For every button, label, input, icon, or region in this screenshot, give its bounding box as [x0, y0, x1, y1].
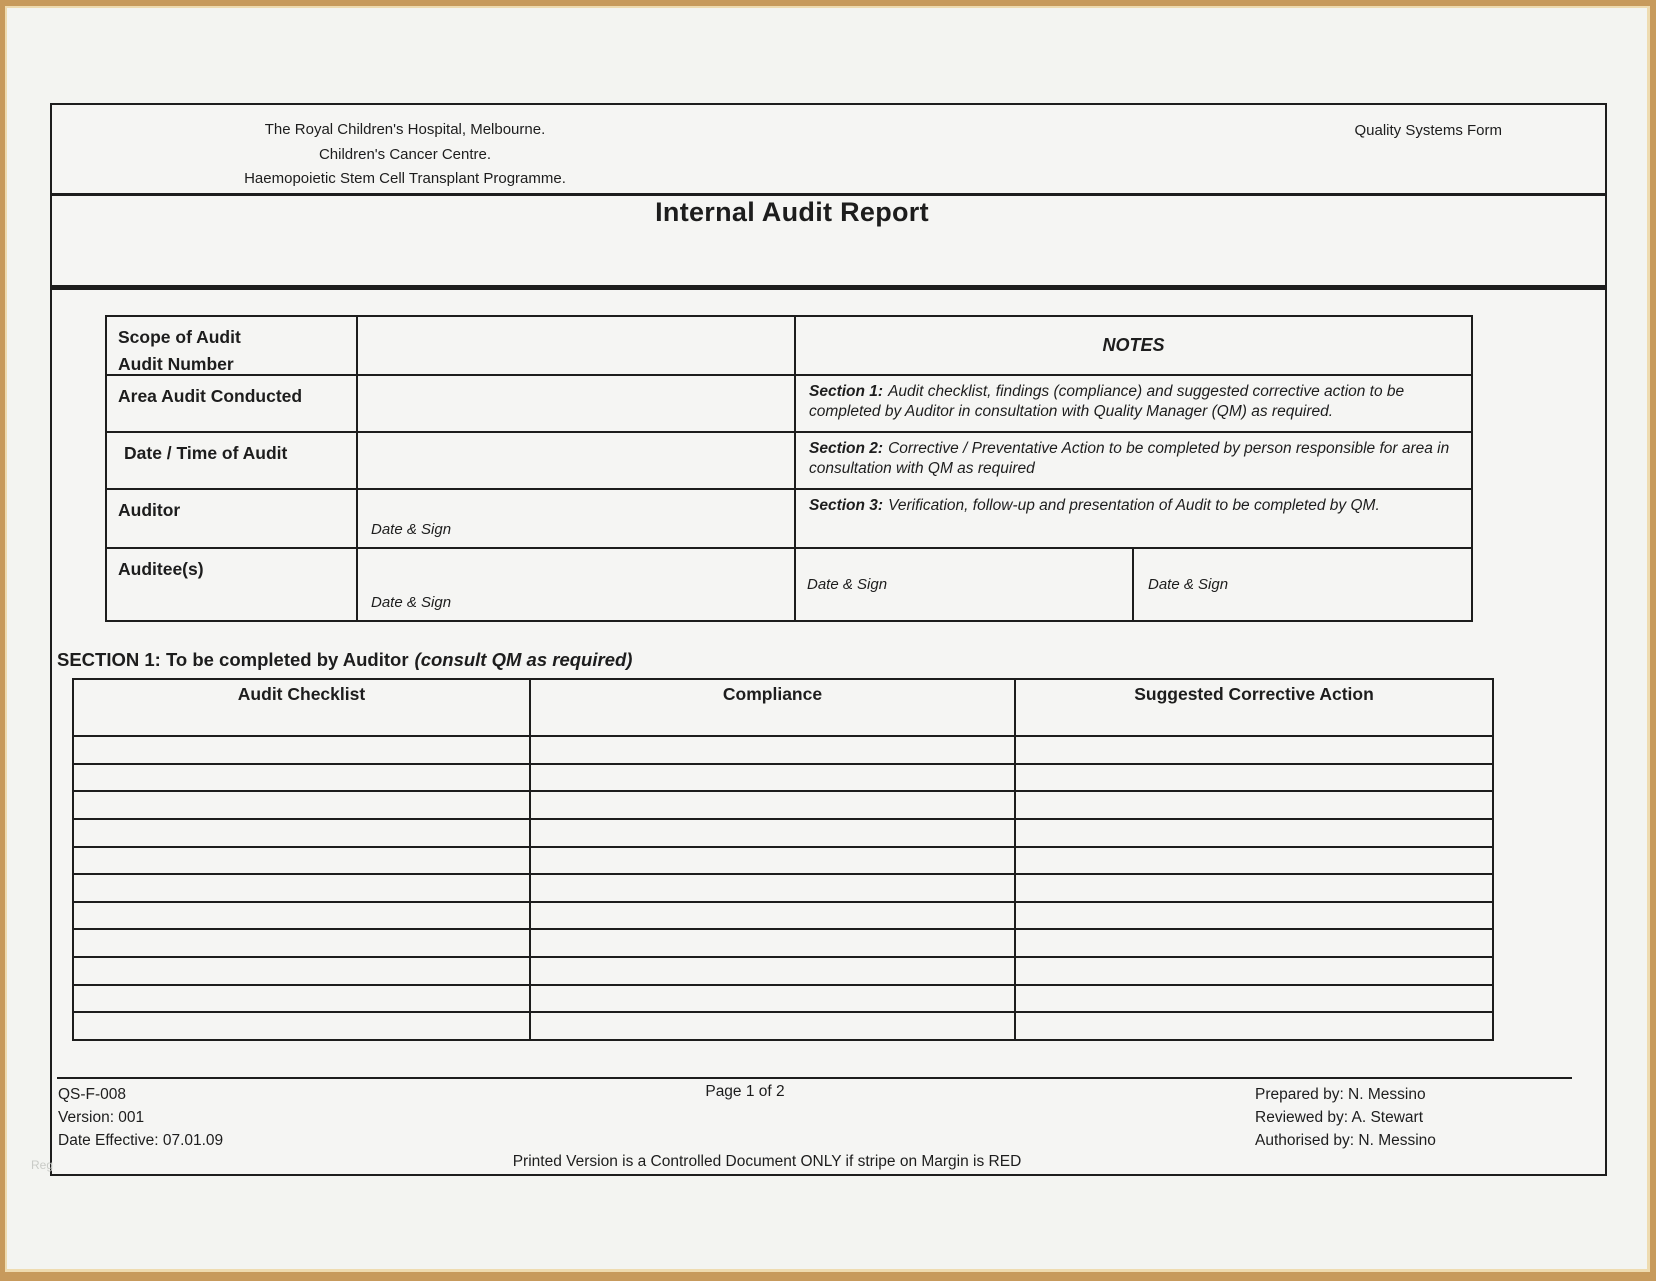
- footer-divider: [57, 1077, 1572, 1079]
- footer-controlled-note: Printed Version is a Controlled Document ONLY if stripe on Margin is RED: [512, 1153, 1022, 1170]
- section1-heading: [57, 649, 632, 671]
- page-title: Internal Audit Report: [655, 197, 929, 227]
- checklist-cell-action: [1014, 792, 1492, 818]
- checklist-cell-action: [1014, 930, 1492, 956]
- header-divider: [52, 193, 1605, 196]
- checklist-cell-action: [1014, 1013, 1492, 1039]
- notes-date-sign-right: Date & Sign: [1148, 576, 1229, 593]
- checklist-header-corrective-action: Suggested Corrective Action: [1014, 680, 1492, 735]
- checklist-row: [74, 846, 1492, 874]
- notes-sign-row: [794, 549, 1471, 620]
- checklist-cell-audit: [74, 765, 529, 791]
- notes-section-2-label: Section 2:: [809, 440, 884, 457]
- info-label-scope-number: [107, 317, 356, 374]
- footer-right-block: [1255, 1083, 1436, 1152]
- checklist-cell-compliance: [529, 903, 1014, 929]
- info-label-auditee: Auditee(s): [118, 559, 204, 579]
- checklist-cell-compliance: [529, 875, 1014, 901]
- info-row-auditor: [107, 488, 1471, 547]
- checklist-cell-action: [1014, 765, 1492, 791]
- info-value-scope: [356, 317, 794, 374]
- info-value-auditee: [356, 549, 794, 620]
- checklist-cell-action: [1014, 820, 1492, 846]
- checklist-row: [74, 928, 1492, 956]
- checklist-cell-action: [1014, 903, 1492, 929]
- info-value-area: [356, 376, 794, 431]
- checklist-cell-compliance: [529, 765, 1014, 791]
- checklist-cell-audit: [74, 820, 529, 846]
- checklist-cell-action: [1014, 986, 1492, 1012]
- checklist-row: [74, 984, 1492, 1012]
- checklist-row: [74, 763, 1492, 791]
- section1-heading-note: (consult QM as required): [414, 649, 633, 670]
- footer-reviewed-by: Reviewed by: A. Stewart: [1255, 1109, 1423, 1126]
- info-label-datetime: Date / Time of Audit: [124, 443, 288, 463]
- info-label-auditor: Auditor: [118, 500, 181, 520]
- checklist-cell-audit: [74, 737, 529, 763]
- checklist-cell-action: [1014, 875, 1492, 901]
- auditor-date-sign-hint: Date & Sign: [371, 521, 452, 538]
- checklist-cell-compliance: [529, 1013, 1014, 1039]
- form-type-label: Quality Systems Form: [1354, 122, 1502, 139]
- checklist-cell-action: [1014, 848, 1492, 874]
- checklist-cell-action: [1014, 737, 1492, 763]
- title-section-divider: [52, 285, 1605, 290]
- checklist-cell-audit: [74, 958, 529, 984]
- footer-date-effective: Date Effective: 07.01.09: [58, 1132, 224, 1149]
- info-label-audit-number: Audit Number: [118, 354, 234, 374]
- footer-left-block: [58, 1083, 223, 1152]
- info-value-datetime: [356, 433, 794, 488]
- info-row-auditee: [107, 547, 1471, 620]
- checklist-row: [74, 901, 1492, 929]
- footer-authorised-by: Authorised by: N. Messino: [1255, 1132, 1436, 1149]
- notes-section-3: [794, 490, 1471, 547]
- footer-prepared-by: Prepared by: N. Messino: [1255, 1086, 1426, 1103]
- notes-section-1-text: Audit checklist, findings (compliance) and suggested corrective action to be completed by Auditor in consultation with Quality Manager (QM) as required.: [809, 383, 1405, 420]
- checklist-body: [74, 735, 1492, 1039]
- checklist-row: [74, 818, 1492, 846]
- checklist-row: [74, 956, 1492, 984]
- org-line-programme: Haemopoietic Stem Cell Transplant Programme.: [244, 170, 566, 187]
- header-org-block: [192, 118, 618, 192]
- checklist-header-audit-checklist: Audit Checklist: [237, 684, 366, 704]
- checklist-header-compliance: Compliance: [529, 680, 1014, 735]
- checklist-header-row: [74, 680, 1492, 735]
- info-row-scope: [107, 317, 1471, 374]
- scan-artifact-text: Reg: [31, 1158, 54, 1172]
- checklist-cell-compliance: [529, 958, 1014, 984]
- info-row-area: [107, 374, 1471, 431]
- info-row-datetime: [107, 431, 1471, 488]
- notes-section-3-text: Verification, follow-up and presentation of Audit to be completed by QM.: [888, 497, 1380, 514]
- checklist-cell-audit: [74, 1013, 529, 1039]
- audit-report-document: [50, 103, 1607, 1176]
- org-line-hospital: The Royal Children's Hospital, Melbourne.: [264, 121, 546, 138]
- info-table: [105, 315, 1473, 622]
- checklist-cell-compliance: [529, 848, 1014, 874]
- checklist-table: [72, 678, 1494, 1041]
- notes-section-2: [794, 433, 1471, 488]
- info-label-scope: Scope of Audit: [118, 327, 241, 347]
- checklist-cell-compliance: [529, 737, 1014, 763]
- checklist-cell-action: [1014, 958, 1492, 984]
- checklist-cell-compliance: [529, 792, 1014, 818]
- checklist-cell-audit: [74, 848, 529, 874]
- org-line-centre: Children's Cancer Centre.: [318, 145, 492, 163]
- checklist-row: [74, 1011, 1492, 1039]
- checklist-cell-compliance: [529, 930, 1014, 956]
- footer-form-id: QS-F-008: [58, 1086, 127, 1103]
- checklist-cell-audit: [74, 792, 529, 818]
- checklist-row: [74, 735, 1492, 763]
- checklist-row: [74, 790, 1492, 818]
- checklist-cell-audit: [74, 986, 529, 1012]
- notes-title: NOTES: [794, 317, 1471, 374]
- checklist-cell-compliance: [529, 820, 1014, 846]
- info-label-area: Area Audit Conducted: [118, 386, 303, 406]
- footer-page-number: Page 1 of 2: [705, 1083, 785, 1100]
- checklist-cell-audit: [74, 930, 529, 956]
- notes-section-3-label: Section 3:: [809, 497, 884, 514]
- info-value-auditor: [356, 490, 794, 547]
- notes-section-1: [794, 376, 1471, 431]
- checklist-cell-compliance: [529, 986, 1014, 1012]
- footer-version: Version: 001: [58, 1109, 145, 1126]
- checklist-row: [74, 873, 1492, 901]
- checklist-cell-audit: [74, 903, 529, 929]
- auditee-date-sign-hint: Date & Sign: [371, 594, 452, 611]
- checklist-cell-audit: [74, 875, 529, 901]
- section1-heading-text: SECTION 1: To be completed by Auditor: [57, 649, 409, 670]
- notes-section-1-label: Section 1:: [809, 383, 884, 400]
- notes-section-2-text: Corrective / Preventative Action to be completed by person responsible for area in consultation with QM as required: [809, 440, 1450, 477]
- notes-date-sign-left: Date & Sign: [796, 549, 1134, 620]
